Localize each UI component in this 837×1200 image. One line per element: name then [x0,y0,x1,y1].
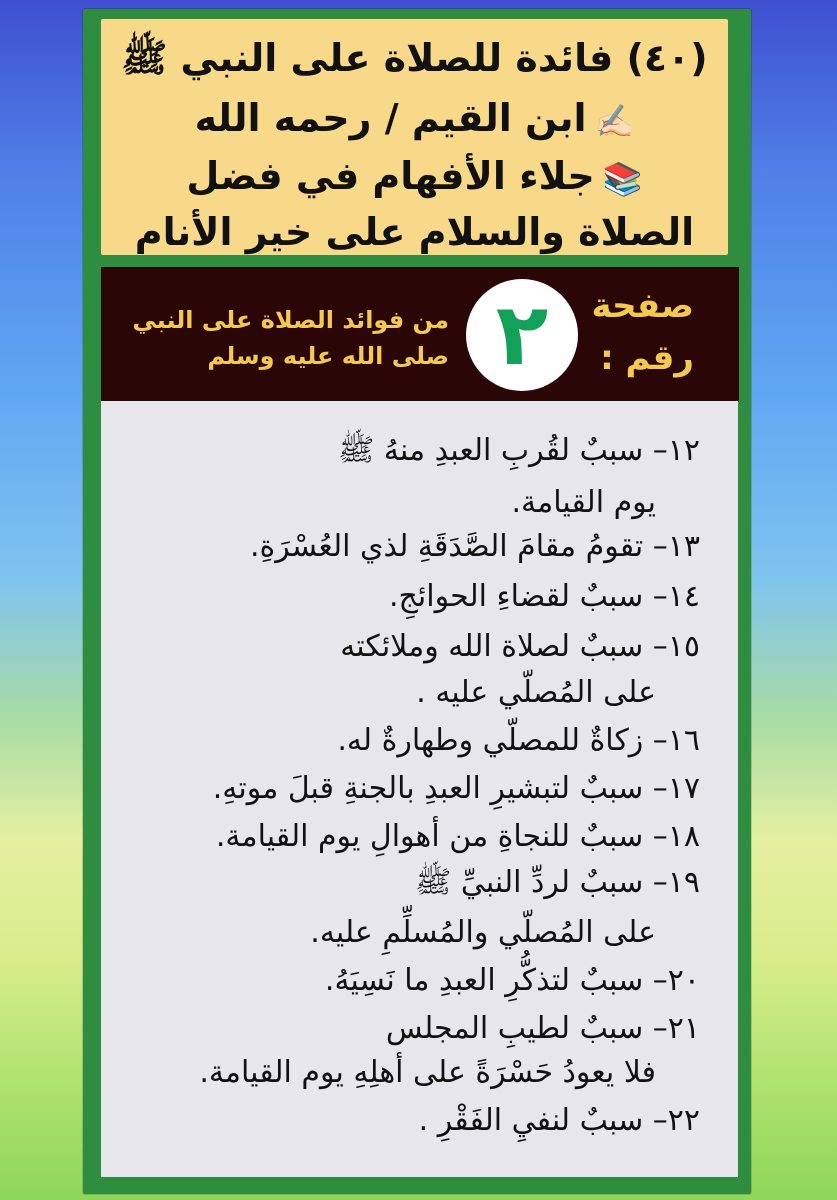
list-item: على المُصلّي والمُسلِّمِ عليه. [310,915,656,950]
list-item: ١٤– سببٌ لقضاءِ الحوائجِ. [389,579,700,614]
page-label-2: رقم : [600,338,694,378]
page-band [101,267,739,402]
book-title-line-1 [101,153,728,202]
book-title-line-2: الصلاة والسلام على خير الأنام [134,210,695,254]
list-item: ١٥– سببٌ لصلاة الله وملائكته [340,629,700,664]
list-item: ٢٠– سببٌ لتذكُّرِ العبدِ ما نَسِيَهُ. [324,963,700,998]
list-item: ١٦– زكاةٌ للمصلّي وطهارةٌ له. [337,723,700,758]
list-item: ١٧– سببٌ لتبشيرِ العبدِ بالجنةِ قبلَ موتهِ. [212,771,700,806]
author-line [101,95,728,144]
books-icon: 📚 [602,159,643,198]
list-item: ١٢– سببٌ لقُربِ العبدِ منهُ ﷺ [338,433,700,468]
list-item: فلا يعودُ حَسْرَةً على أهلِهِ يوم القيامة. [199,1055,656,1090]
list-item: يوم القيامة. [511,485,656,520]
list-item: ٢٢– سببٌ لنفيِ الفَقْرِ . [418,1103,700,1138]
author-text: ابن القيم / رحمه الله [194,96,587,140]
band-subtitle-1: من فوائد الصلاة على النبي [132,306,449,334]
list-item: ١٣– تقومُ مقامَ الصَّدَقَةِ لذي العُسْرَةِ. [249,529,700,564]
page-label-1: صفحة [591,286,694,326]
writing-hand-icon: ✍🏻 [594,101,635,140]
band-subtitle-2: صلى الله عليه وسلم [207,342,449,370]
title-line-1: (٤٠) فائدة للصلاة على النبي ﷺ [121,36,708,80]
list-item: ١٨– سببٌ للنجاةِ من أهوالِ يوم القيامة. [215,819,700,854]
benefits-list [101,401,738,1177]
list-item: ٢١– سببٌ لطيبِ المجلس [385,1011,700,1046]
page-number: ٢ [495,285,549,385]
title-box [101,19,728,255]
book-title-text-1: جلاء الأفهام في فضل [186,154,595,198]
page-number-circle [466,279,578,391]
list-item: على المُصلّي عليه . [416,675,656,710]
list-item: ١٩– سببٌ لردِّ النبيِّ ﷺ [415,865,700,900]
